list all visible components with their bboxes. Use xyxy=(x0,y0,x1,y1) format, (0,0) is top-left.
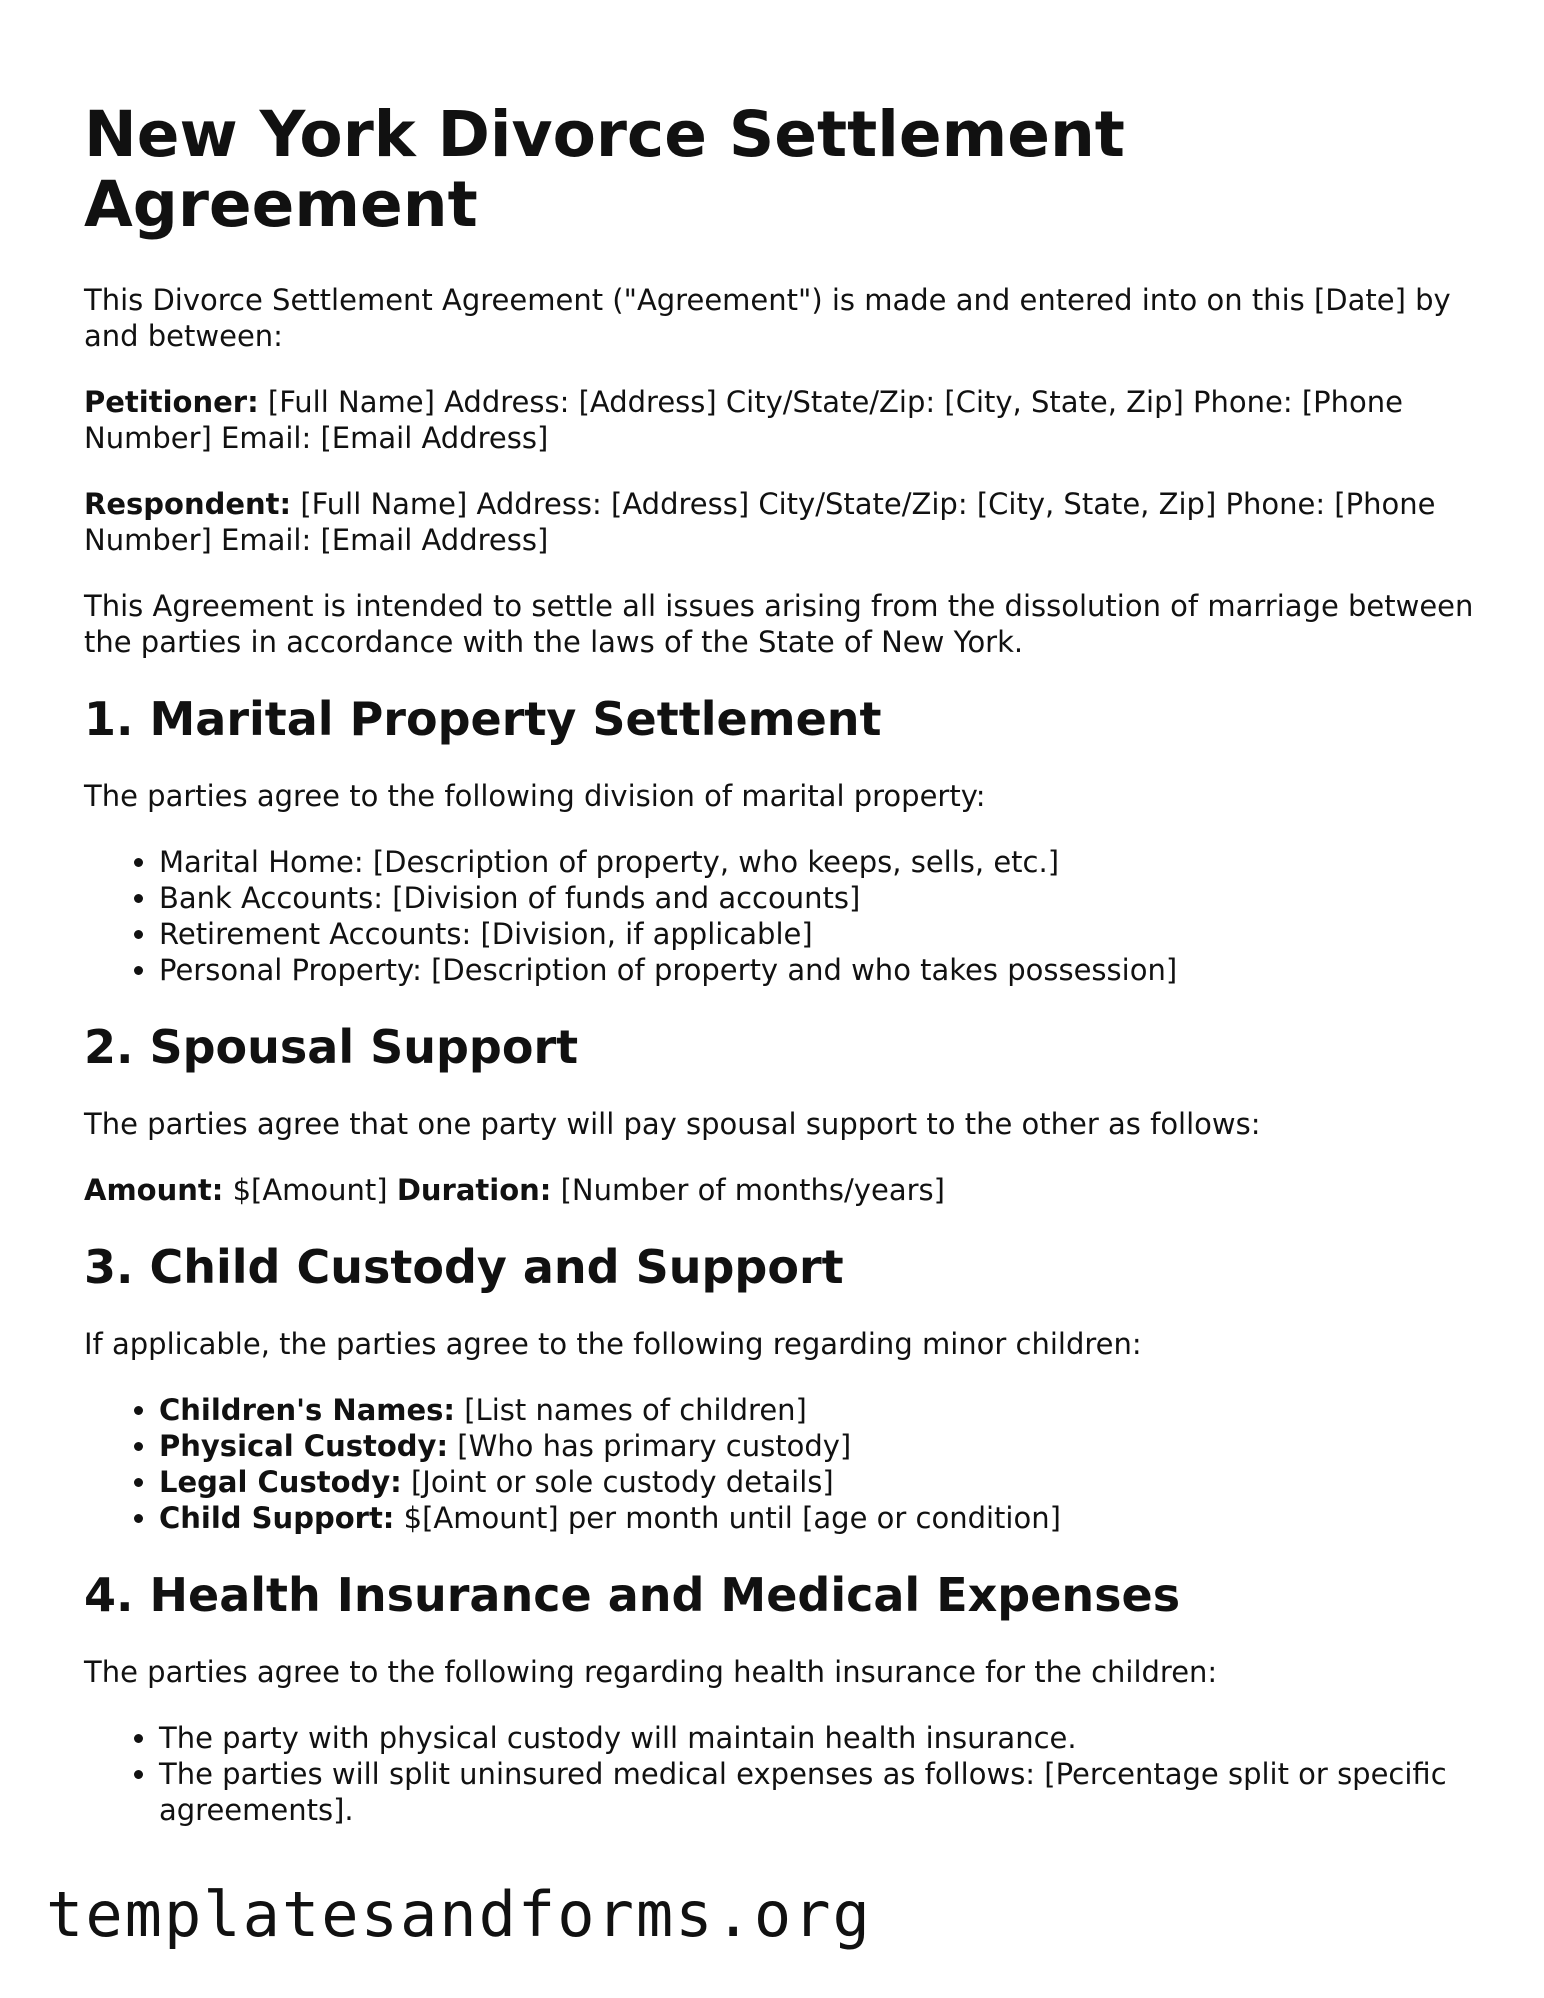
section-heading-property: 1. Marital Property Settlement xyxy=(84,692,882,746)
duration-value: [Number of months/years] xyxy=(560,1173,945,1207)
respondent-label: Respondent: xyxy=(84,487,292,521)
spousal-terms xyxy=(84,1172,1484,1208)
custody-list xyxy=(84,1392,1484,1536)
custody-item-value: [Joint or sole custody details] xyxy=(410,1465,834,1499)
custody-item-label: Physical Custody: xyxy=(159,1429,449,1463)
custody-item-value: $[Amount] per month until [age or condition] xyxy=(403,1501,1061,1535)
list-item: • Marital Home: [Description of property, who keeps, sells, etc.] xyxy=(159,844,1484,880)
custody-item-label: Children's Names: xyxy=(159,1393,456,1427)
custody-item-value: [Who has primary custody] xyxy=(457,1429,852,1463)
health-intro: The parties agree to the following regarding health insurance for the children: xyxy=(84,1655,1218,1689)
list-item: • The party with physical custody will maintain health insurance. xyxy=(159,1720,1484,1756)
list-item xyxy=(159,1392,1484,1428)
petitioner-details: [Full Name] Address: [Address] City/State/Zip: [City, State, Zip] Phone: [Phone Number] Email: [Email Address] xyxy=(84,385,1403,455)
list-item xyxy=(159,1464,1484,1500)
petitioner-label: Petitioner: xyxy=(84,385,259,419)
document-title: New York Divorce Settlement Agreement xyxy=(84,98,1125,241)
amount-value: $[Amount] xyxy=(232,1173,388,1207)
section-heading-spousal: 2. Spousal Support xyxy=(84,1020,579,1074)
list-item xyxy=(159,1428,1484,1464)
respondent-details: [Full Name] Address: [Address] City/State/Zip: [City, State, Zip] Phone: [Phone Number] Email: [Email Address] xyxy=(84,487,1436,557)
purpose-paragraph: This Agreement is intended to settle all issues arising from the dissolution of marriage between the parties in accordance with the laws of the State of New York. xyxy=(84,589,1474,659)
intro-paragraph: This Divorce Settlement Agreement ("Agreement") is made and entered into on this [Date] by and between: xyxy=(84,283,1451,353)
respondent-block xyxy=(84,486,1484,558)
property-intro: The parties agree to the following division of marital property: xyxy=(84,779,986,813)
list-item xyxy=(159,1500,1484,1536)
custody-item-value: [List names of children] xyxy=(464,1393,807,1427)
watermark-logo: templatesandforms.org xyxy=(46,1878,872,1951)
list-item: • Bank Accounts: [Division of funds and accounts] xyxy=(159,880,1484,916)
list-item: • Personal Property: [Description of property and who takes possession] xyxy=(159,952,1484,988)
health-list xyxy=(84,1720,1484,1828)
section-heading-health: 4. Health Insurance and Medical Expenses xyxy=(84,1568,1181,1622)
custody-item-label: Child Support: xyxy=(159,1501,395,1535)
section-heading-custody: 3. Child Custody and Support xyxy=(84,1240,844,1294)
document-page xyxy=(84,100,1484,1858)
list-item: • The parties will split uninsured medical expenses as follows: [Percentage split or specific agreements]. xyxy=(159,1756,1484,1828)
list-item: • Retirement Accounts: [Division, if applicable] xyxy=(159,916,1484,952)
custody-item-label: Legal Custody: xyxy=(159,1465,402,1499)
property-list xyxy=(84,844,1484,988)
custody-intro: If applicable, the parties agree to the following regarding minor children: xyxy=(84,1327,1142,1361)
amount-label: Amount: xyxy=(84,1173,224,1207)
spousal-intro: The parties agree that one party will pay spousal support to the other as follows: xyxy=(84,1107,1261,1141)
petitioner-block xyxy=(84,384,1484,456)
duration-label: Duration: xyxy=(396,1173,552,1207)
